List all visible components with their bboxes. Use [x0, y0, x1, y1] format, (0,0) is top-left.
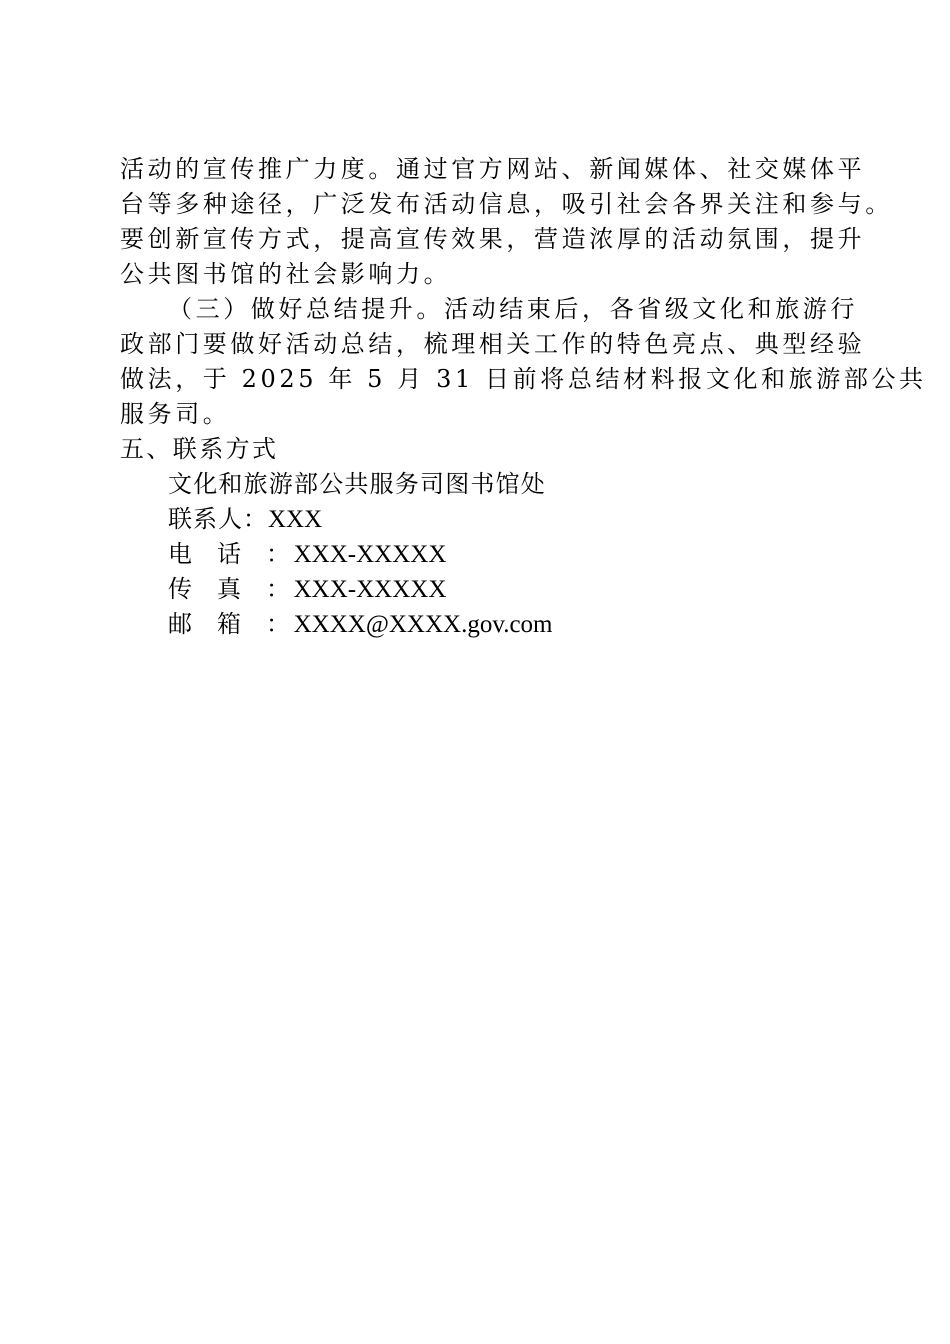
contact-person-row	[120, 502, 850, 537]
paragraph-line: 活动的宣传推广力度。通过官方网站、新闻媒体、社交媒体平	[120, 155, 866, 183]
document-body	[120, 152, 927, 642]
contact-person-value: XXX	[268, 506, 323, 533]
paragraph-line: 服务司。	[120, 400, 231, 428]
paragraph-line: 要创新宣传方式，提高宣传效果，营造浓厚的活动氛围，提升	[120, 225, 866, 253]
contact-email-label: 邮箱	[168, 610, 266, 638]
contact-fax-row	[120, 572, 850, 607]
contact-phone-colon: ：	[266, 540, 294, 568]
paragraph-line: 台等多种途径，广泛发布活动信息，吸引社会各界关注和参与。	[120, 190, 893, 218]
contact-fax-label: 传真	[168, 575, 266, 603]
paragraph-line: 做法，于 2025 年 5 月 31 日前将总结材料报文化和旅游部公共	[120, 365, 927, 393]
paragraph-line: 政部门要做好活动总结，梳理相关工作的特色亮点、典型经验	[120, 330, 866, 358]
contact-email-value: XXXX@XXXX.gov.com	[293, 611, 553, 638]
contact-email-row	[120, 607, 850, 642]
contact-organization: 文化和旅游部公共服务司图书馆处	[168, 470, 546, 498]
section-heading: 五、联系方式	[120, 435, 279, 463]
contact-phone-value: XXX-XXXXX	[293, 541, 447, 568]
contact-email-colon: ：	[266, 610, 294, 638]
contact-fax-value: XXX-XXXXX	[293, 576, 447, 603]
paragraph-line: （三）做好总结提升。活动结束后，各省级文化和旅游行	[168, 295, 858, 323]
paragraph-line: 公共图书馆的社会影响力。	[120, 260, 452, 288]
contact-person-label: 联系人：	[168, 505, 268, 533]
contact-phone-label: 电话	[168, 540, 266, 568]
contact-phone-row	[120, 537, 850, 572]
contact-fax-colon: ：	[266, 575, 294, 603]
